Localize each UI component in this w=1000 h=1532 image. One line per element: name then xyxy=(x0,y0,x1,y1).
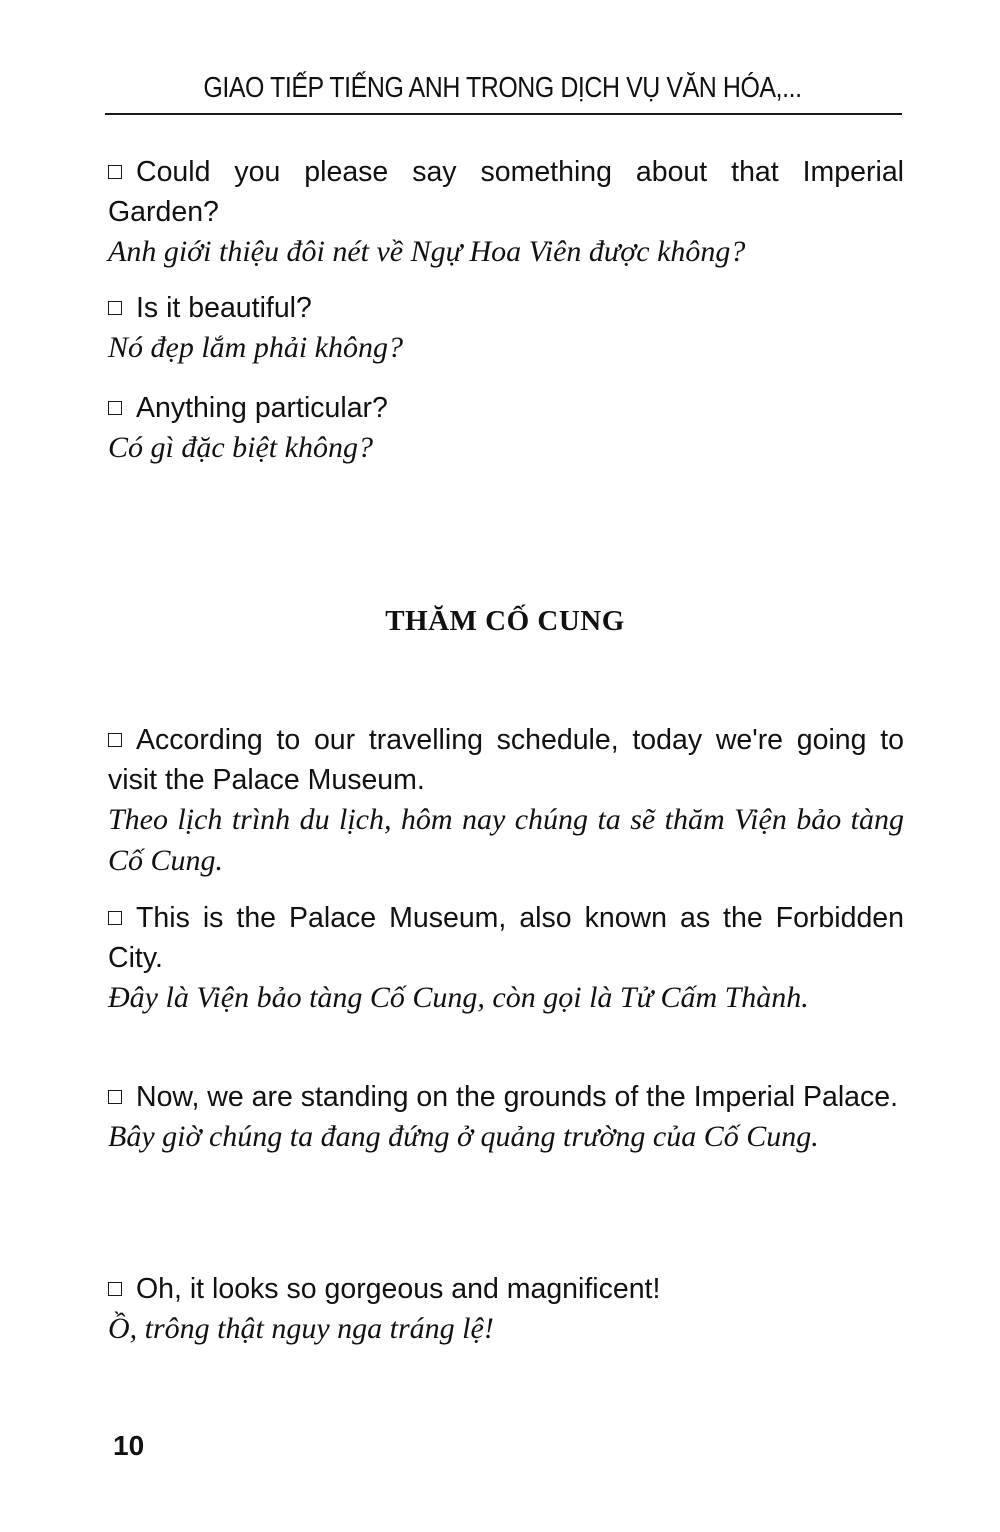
english-phrase: Oh, it looks so gorgeous and magnificent! xyxy=(136,1273,661,1305)
phrase-entry xyxy=(108,720,904,881)
english-phrase: This is the Palace Museum, also known as the Forbidden City. xyxy=(108,902,904,974)
english-phrase: Could you please say something about that Imperial Garden? xyxy=(108,156,904,228)
phrase-entry xyxy=(108,152,904,272)
vietnamese-translation: Bây giờ chúng ta đang đứng ở quảng trường của Cố Cung. xyxy=(108,1120,819,1153)
running-title: GIAO TIẾP TIẾNG ANH TRONG DỊCH VỤ VĂN HÓA,... xyxy=(203,72,802,104)
english-phrase: Anything particular? xyxy=(136,392,388,424)
vietnamese-translation: Theo lịch trình du lịch, hôm nay chúng ta sẽ thăm Viện bảo tàng Cố Cung. xyxy=(108,803,904,877)
english-phrase: Now, we are standing on the grounds of the Imperial Palace. xyxy=(136,1081,899,1113)
phrase-entry xyxy=(108,1077,904,1157)
vietnamese-translation: Anh giới thiệu đôi nét về Ngự Hoa Viên được không? xyxy=(108,235,746,268)
vietnamese-translation: Có gì đặc biệt không? xyxy=(108,431,373,464)
english-phrase: Is it beautiful? xyxy=(136,292,312,324)
phrase-entry xyxy=(108,898,904,1018)
phrase-entry xyxy=(108,288,904,368)
checkbox-bullet-icon xyxy=(108,1282,122,1296)
checkbox-bullet-icon xyxy=(108,301,122,315)
checkbox-bullet-icon xyxy=(108,165,122,179)
phrase-entry xyxy=(108,1269,904,1349)
checkbox-bullet-icon xyxy=(108,733,122,747)
phrase-entry xyxy=(108,388,904,468)
english-phrase: According to our travelling schedule, today we're going to visit the Palace Museum. xyxy=(108,724,904,796)
checkbox-bullet-icon xyxy=(108,911,122,925)
header-divider xyxy=(105,113,902,115)
vietnamese-translation: Nó đẹp lắm phải không? xyxy=(108,331,403,364)
checkbox-bullet-icon xyxy=(108,1090,122,1104)
section-heading: THĂM CỐ CUNG xyxy=(385,605,625,637)
vietnamese-translation: Ồ, trông thật nguy nga tráng lệ! xyxy=(108,1312,494,1345)
page-number: 10 xyxy=(113,1430,145,1461)
vietnamese-translation: Đây là Viện bảo tàng Cố Cung, còn gọi là Tử Cấm Thành. xyxy=(108,981,809,1014)
checkbox-bullet-icon xyxy=(108,401,122,415)
